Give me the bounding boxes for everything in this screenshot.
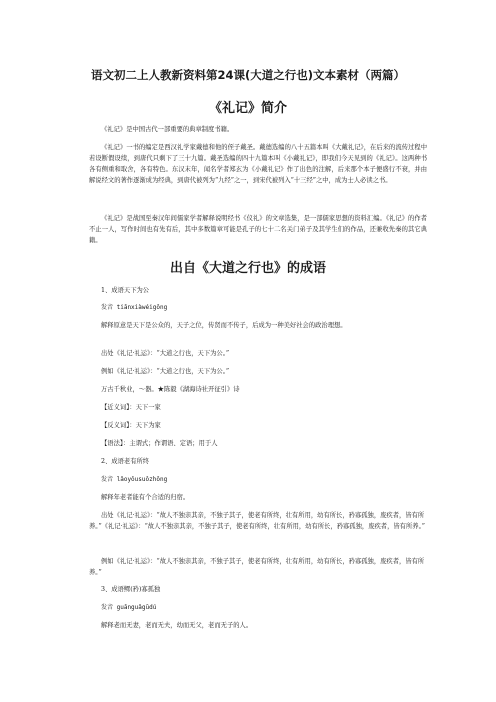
- idiom-source-2: 出处《礼记·礼运》：“故人不独亲其亲，不独子其子，使老有所终，壮有所用，幼有所长，矜寡孤独，废疾者，皆有所养。”《礼记·礼运》：“故人不独亲其亲，不独子其子，使老有所终，壮有所用，幼有所长，矜寡孤独，废疾者，皆有所养。”: [89, 512, 425, 530]
- paragraph-intro-1: 《礼记》是中国古代一部重要的典章制度书籍。: [101, 126, 234, 133]
- idiom-title-1: 1、成语天下为公: [101, 287, 150, 294]
- idiom-quote-1: 万古千秋业，～器。★陈毅《湖海诗社开征引》诗: [101, 386, 240, 393]
- section-heading-liji: 《礼记》简介: [208, 101, 287, 116]
- idiom-pinyin-1: 发音 tiānxiàwéigōng: [101, 304, 168, 311]
- idiom-explanation-1: 解释原意是天下是公众的，天子之位，传贤而不传子，后成为一种美好社会的政治理想。: [101, 322, 347, 329]
- idiom-antonym-1: 【反义词】：天下为家: [101, 422, 161, 429]
- idiom-pinyin-2: 发音 lǎoyǒusuǒzhōng: [101, 476, 168, 483]
- idiom-title-2: 2、成语老有所终: [101, 458, 150, 465]
- paragraph-intro-3: 《礼记》是战国至秦汉年间儒家学者解释说明经书《仪礼》的文章选集，是一部儒家思想的资料汇编。《礼记》的作者不止一人，写作时间也有先有后，其中多数篇章可能是孔子的七十二名关门弟子及其学生们的作品，还兼收先秦的其它典籍。: [89, 215, 427, 244]
- idiom-example-2: 例如《礼记·礼运》：“故人不独亲其亲，不独子其子，使老有所终，壮有所用，幼有所长，矜寡孤独，废疾者，皆有所养。”: [89, 558, 425, 576]
- idiom-synonym-1: 【近义词】：天下一家: [101, 404, 161, 411]
- section-heading-idioms: 出自《大道之行也》的成语: [169, 261, 326, 276]
- document-title: 语文初二上人教新资料第24课(大道之行也)文本素材（两篇）: [90, 68, 405, 82]
- idiom-example-1: 例如《礼记·礼运》：“大道之行也，天下为公。”: [101, 368, 230, 375]
- idiom-grammar-1: 【语法】：主谓式；作谓语、定语；用于人: [101, 440, 218, 447]
- idiom-pinyin-3: 发音 guānguǎgūdú: [101, 604, 157, 611]
- idiom-source-1: 出处《礼记·礼运》：“大道之行也，天下为公。”: [101, 350, 230, 357]
- idiom-title-3: 3、成语鳏(矜)寡孤独: [101, 586, 161, 593]
- paragraph-intro-2: 《礼记》一书的编定是西汉礼学家戴德和他的侄子戴圣。戴德选编的八十五篇本叫《大戴礼记》，在后来的流传过程中若设断假设续，到唐代只剩下了三十九篇。戴圣选编的四十九篇本叫《小戴礼记》，即我们今天见到的《礼记》。这两种书各有侧重和取舍，各有特色。东汉末年，闻名学者郑玄为《小戴礼记》作了出色的注解，后来那个本子便盛行不衰，并由解说经文的著作逐渐成为经典，到唐代被列为“九经”之一，到宋代被列入“十三经”之中，成为士人必读之书。: [89, 144, 427, 184]
- idiom-explanation-3: 解释老而无妻，老而无夫，幼而无父，老而无子的人。: [101, 622, 253, 629]
- idiom-explanation-2: 解释年老者能有个合适的归宿。: [101, 494, 190, 501]
